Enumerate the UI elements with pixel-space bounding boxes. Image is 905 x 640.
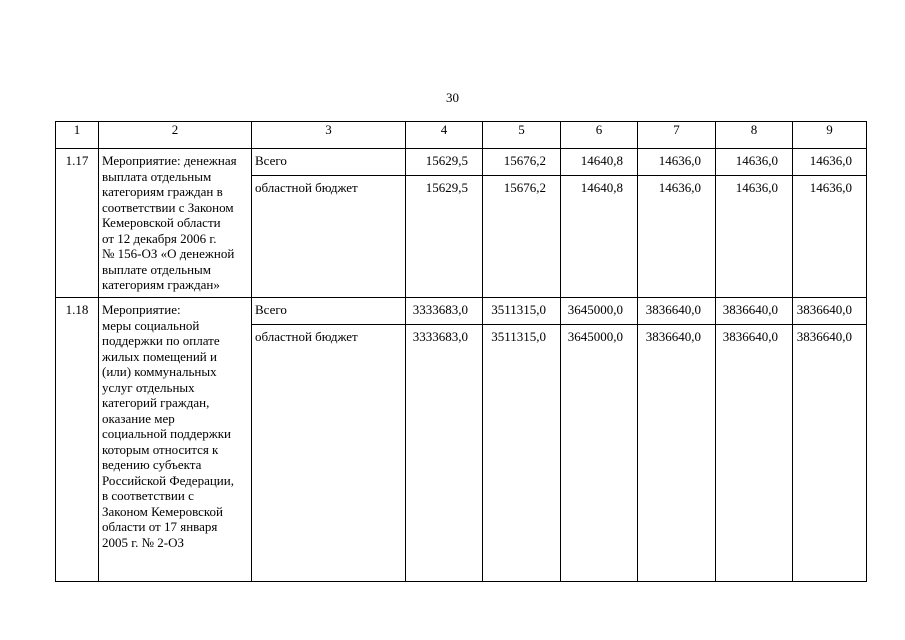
column-header: 5: [483, 122, 561, 149]
table-cell: 3836640,0: [638, 298, 716, 325]
table-cell: 14636,0: [716, 176, 793, 298]
column-header: 1: [56, 122, 99, 149]
table-cell: 3645000,0: [561, 298, 638, 325]
table-cell: 14640,8: [561, 176, 638, 298]
column-header: 8: [716, 122, 793, 149]
row-index: 1.17: [56, 149, 99, 298]
column-header: 6: [561, 122, 638, 149]
row-description: Мероприятие: денежная выплата отдельным категориям граждан в соответствии с Законом Кемеровской области от 12 декабря 2006 г. № 156-ОЗ «О денежной выплате отдельным категориям граждан»: [99, 149, 252, 298]
table-cell: 14640,8: [561, 149, 638, 176]
row-index: 1.18: [56, 298, 99, 582]
table-cell: 3836640,0: [716, 298, 793, 325]
table-cell: 15629,5: [406, 149, 483, 176]
table-cell: 3836640,0: [793, 325, 867, 582]
page-number: 30: [446, 90, 459, 105]
table-cell: 14636,0: [716, 149, 793, 176]
table-cell: 3511315,0: [483, 298, 561, 325]
column-header: 7: [638, 122, 716, 149]
table-cell: 3836640,0: [638, 325, 716, 582]
funding-source: областной бюджет: [252, 325, 406, 582]
funding-source: областной бюджет: [252, 176, 406, 298]
column-number-row: [56, 122, 867, 149]
table-cell: 14636,0: [793, 149, 867, 176]
table-cell: 15676,2: [483, 176, 561, 298]
budget-table: [55, 121, 867, 582]
column-header: 3: [252, 122, 406, 149]
table-cell: 3333683,0: [406, 298, 483, 325]
table-cell: 3333683,0: [406, 325, 483, 582]
table-row: [56, 298, 867, 325]
funding-source: Всего: [252, 298, 406, 325]
table-cell: 15676,2: [483, 149, 561, 176]
row-description: Мероприятие: меры социальной поддержки по оплате жилых помещений и (или) коммунальных услуг отдельных категорий граждан, оказание мер социальной поддержки которым относится к ведению субъекта Российской Федерации, в соответствии с Законом Кемеровской области от 17 января 2005 г. № 2-ОЗ: [99, 298, 252, 582]
column-header: 4: [406, 122, 483, 149]
table-cell: 14636,0: [638, 149, 716, 176]
column-header: 9: [793, 122, 867, 149]
table-cell: 14636,0: [793, 176, 867, 298]
table-cell: 3836640,0: [716, 325, 793, 582]
table-cell: 14636,0: [638, 176, 716, 298]
table-cell: 3836640,0: [793, 298, 867, 325]
table-cell: 15629,5: [406, 176, 483, 298]
table-row: [56, 149, 867, 176]
column-header: 2: [99, 122, 252, 149]
table-cell: 3645000,0: [561, 325, 638, 582]
funding-source: Всего: [252, 149, 406, 176]
table-cell: 3511315,0: [483, 325, 561, 582]
